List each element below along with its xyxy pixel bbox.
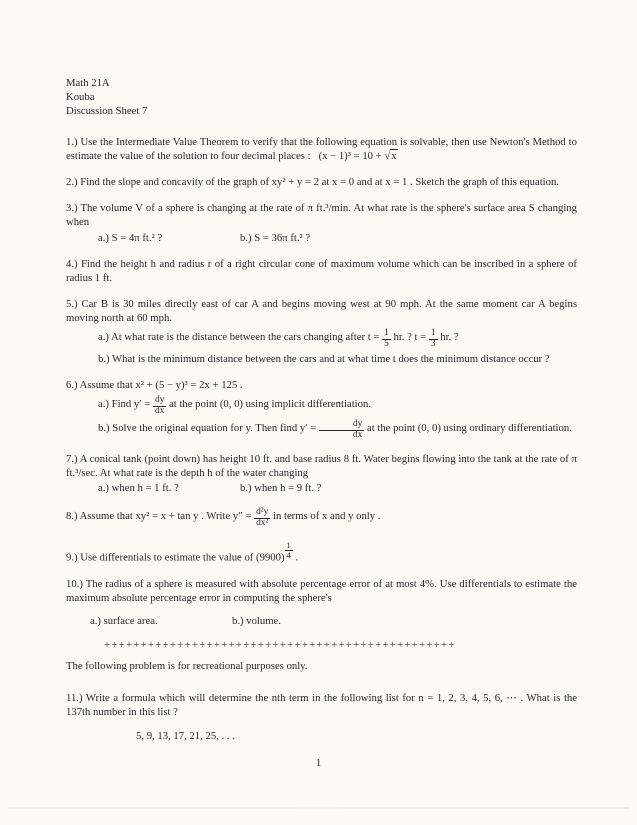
separator-plus-row: ++++++++++++++++++++++++++++++++++++++++++++++++: [104, 639, 456, 652]
text-run: a.) At what rate is the distance between the cars changing after t =: [98, 331, 383, 344]
problem-block: [66, 298, 577, 326]
worksheet-header: [66, 76, 577, 118]
sub-item: a.) surface area.: [90, 614, 158, 627]
problem-6: [66, 379, 577, 440]
sub-item: b.) when h = 9 ft. ?: [240, 482, 322, 495]
problem-7: [66, 453, 577, 497]
problem-block: [66, 578, 577, 606]
text-run: b.) Solve the original equation for y. Then find y′ =: [98, 421, 319, 434]
text-run: 2.) Find the slope and concavity of the graph of xy² + y = 2 at x = 0 and at x = 1 . Sketch the graph of this equation.: [66, 176, 560, 189]
problem-block: [66, 232, 577, 246]
radical-sign-icon: √: [384, 150, 391, 163]
text-run: in terms of x and y only .: [270, 510, 381, 523]
problem-block: [66, 202, 577, 230]
fraction-numerator: dy: [154, 395, 165, 406]
sub-item: a.) S = 4π ft.² ?: [98, 231, 163, 244]
problem-11: [66, 692, 577, 744]
problem-block: [66, 482, 577, 496]
problem-block: [66, 541, 577, 566]
page-number: 1: [315, 757, 322, 769]
instructor-name: Kouba: [66, 91, 95, 104]
text-run: 5, 9, 13, 17, 21, 25, . . .: [136, 730, 235, 743]
text-run: 7.) A conical tank (point down) has height 10 ft. and base radius 8 ft. Water begins flowing into the tank at the rate of π ft.³/sec. At what rate is the depth h of the water changing: [66, 452, 577, 479]
page-content: [66, 76, 577, 744]
superscript-fraction: [285, 541, 293, 560]
text-run: 4.) Find the height h and radius r of a right circular cone of maximum volume which can be inscribed in a sphere of radius 1 ft.: [66, 257, 577, 284]
text-run: 3.) The volume V of a sphere is changing at the rate of π ft.³/min. At what rate is the sphere's surface area S changing when: [66, 202, 577, 228]
text-run: hr. ? t =: [390, 331, 429, 344]
problem-10: [66, 578, 577, 629]
problem-block: [66, 379, 577, 393]
recreational-problems: [66, 692, 577, 744]
fraction-numerator: 1: [384, 328, 389, 339]
text-run: at the point (0, 0) using ordinary differentiation.: [364, 421, 572, 434]
problem-block: [66, 136, 577, 164]
fraction-numerator: dy: [319, 420, 364, 431]
text-run: 8.) Assume that xy² = x + tan y . Write y″ =: [66, 510, 255, 523]
fraction-numerator: 1: [286, 540, 291, 551]
problem-block: [66, 508, 577, 529]
text-run: 6.) Assume that x² + (5 − y)³ = 2x + 125 .: [66, 379, 243, 392]
problem-block: [66, 353, 577, 367]
problem-4: [66, 258, 577, 286]
problem-5: [66, 298, 577, 368]
course-name: Math 21A: [66, 77, 110, 89]
worksheet-title: Discussion Sheet 7: [66, 105, 148, 118]
problem-block: [66, 396, 577, 417]
problem-1: [66, 136, 577, 164]
fraction: [254, 508, 270, 529]
problem-block: [66, 692, 577, 720]
problem-block: [66, 329, 577, 350]
fraction-numerator: 1: [430, 328, 436, 339]
fraction-denominator: 4: [286, 550, 291, 561]
problem-block: [66, 258, 577, 286]
text-run: at the point (0, 0) using implicit differentiation.: [166, 398, 371, 411]
text-run: 9.) Use differentials to estimate the value of (9900): [66, 551, 285, 564]
fraction-denominator: dx: [154, 405, 165, 416]
recreational-note: The following problem is for recreational purposes only.: [66, 660, 308, 673]
problem-9: [66, 541, 577, 566]
sub-item: b.) volume.: [232, 614, 281, 627]
text-run: 11.) Write a formula which will determine the nth term in the following list for n = 1, 2, 3, 4, 5, 6, ⋯ . What is the 137th number in this list ?: [66, 692, 577, 719]
fraction-denominator: dx: [352, 429, 363, 440]
text-run: 10.) The radius of a sphere is measured with absolute percentage error of at most 4%. Use differentials to estimate the maximum absolute percentage error in computing the sphere's: [66, 577, 577, 604]
fraction: [429, 329, 438, 350]
fraction-denominator: 3: [430, 339, 436, 350]
radicand: x: [391, 150, 397, 163]
problem-block: [66, 420, 577, 441]
text-run: b.) What is the minimum distance between the cars and at what time t does the minimum distance occur ?: [98, 353, 550, 366]
fraction: [153, 396, 166, 417]
sqrt-expression: [384, 149, 397, 162]
fraction: [319, 420, 364, 441]
problem-3: [66, 202, 577, 246]
text-run: hr. ?: [437, 331, 459, 344]
problem-8: [66, 508, 577, 529]
text-run: .: [292, 551, 299, 564]
fraction-denominator: 5: [384, 339, 389, 350]
problem-block: [66, 615, 577, 629]
text-run: 1.) Use the Intermediate Value Theorem to verify that the following equation is solvable, then use Newton's Method to estimate the value of the solution to four decimal places : (x − 1)³ = 10 +: [66, 136, 577, 163]
problem-block: [66, 176, 577, 190]
text-run: 5.) Car B is 30 miles directly east of car A and begins moving west at 90 mph. At the same moment car A begins moving north at 60 mph.: [66, 297, 577, 324]
fraction: [382, 329, 391, 350]
problem-block: [66, 453, 577, 481]
problem-block: [66, 730, 577, 744]
sub-item: b.) S = 36π ft.² ?: [240, 231, 311, 244]
problem-2: [66, 176, 577, 190]
text-run: a.) Find y′ =: [98, 398, 153, 411]
fraction-numerator: d²y: [256, 507, 269, 518]
problems: [66, 136, 577, 628]
fraction-denominator: dx²: [256, 518, 269, 529]
sub-item: a.) when h = 1 ft. ?: [98, 482, 179, 495]
